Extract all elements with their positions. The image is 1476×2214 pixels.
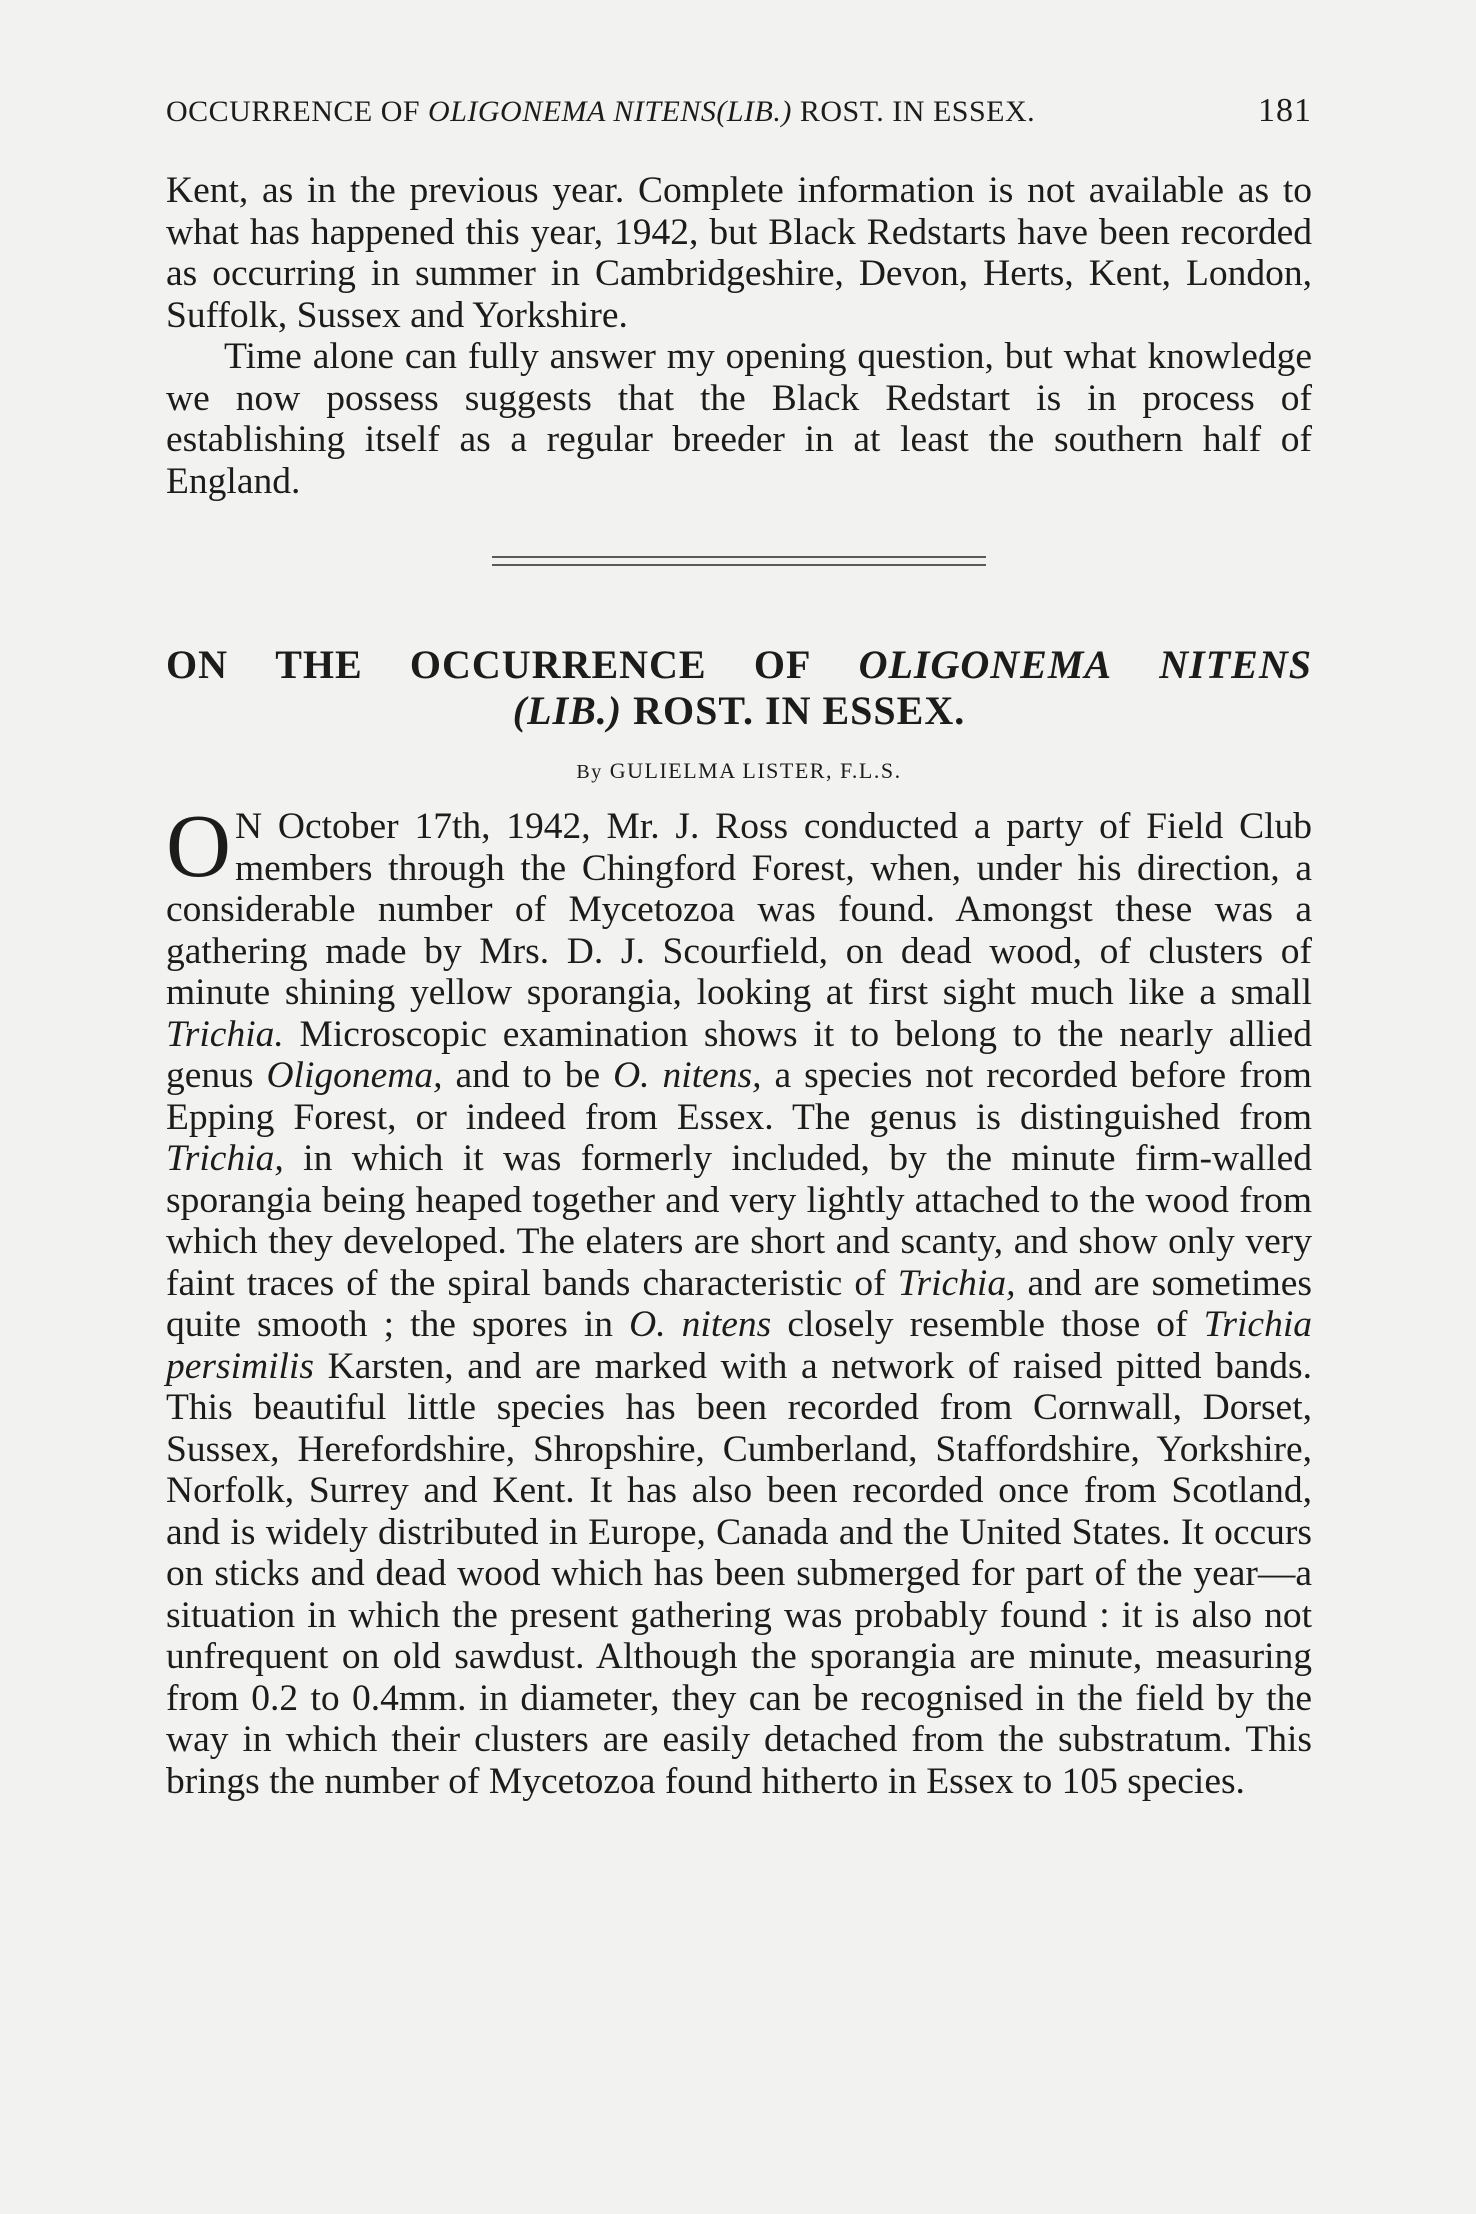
byline-by: By — [576, 761, 603, 783]
article-body-run: Karsten, and are marked with a network of raised pitted bands. This beautiful little species has been recorded from Cornwall, Dorset, Sussex, Herefordshire, Shropshire, Cumberland, Staffordshire, Yorkshire, Norfolk, Surrey and Kent. It has also been recorded once from Scotland, and is widely distributed in Europe, Canada and the United States. It occurs on sticks and dead wood which has been submerged for part of the year—a situation in which the present gathering was probably found : it is also not unfrequent on old sawdust. Although the sporangia are minute, measuring from 0.2 to 0.4mm. in diameter, they can be recognised in the field by the way in which their clusters are easily detached from the substratum. This brings the number of Mycetozoa found hitherto in Essex to 105 species. — [166, 1345, 1312, 1802]
article-body-italic-run: Trichia. — [166, 1013, 284, 1055]
running-head-lib: (LIB.) — [716, 95, 792, 128]
running-head-title — [166, 95, 1035, 129]
article-body-run: closely resemble those of — [771, 1304, 1204, 1345]
running-head-species: OLIGONEMA NITENS — [428, 95, 717, 128]
drop-cap: O — [166, 797, 231, 896]
title-word: THE — [275, 642, 363, 687]
article-title-line-2 — [166, 688, 1312, 734]
title-word: ON — [166, 642, 228, 687]
running-head-prefix: OCCURRENCE OF — [166, 95, 429, 128]
title-lib: (LIB.) — [512, 688, 623, 733]
article-body — [166, 797, 1312, 1802]
article-body-italic-run: O. nitens — [629, 1304, 772, 1345]
previous-article-paragraph-1: Kent, as in the previous year. Complete information is not available as to what has happened this year, 1942, but Black Redstarts have been recorded as occurring in summer in Cambridgeshire, Devon, Herts, Kent, London, Suffolk, Sussex and Yorkshire. — [166, 170, 1312, 336]
title-word: OCCURRENCE — [409, 642, 707, 687]
article-body-italic-run: Oligonema, — [266, 1055, 443, 1096]
byline — [166, 758, 1312, 784]
title-word: OLIGONEMA — [858, 642, 1113, 687]
article-body-run: Microscopic examination shows it to belong to the nearly allied genus — [166, 1013, 1312, 1096]
article-body-run: a species not recorded before from Epping Forest, or indeed from Essex. The genus is distinguished from — [166, 1055, 1312, 1138]
title-word: NITENS — [1159, 642, 1312, 687]
article-body-run: and are sometimes quite smooth ; the spores in — [166, 1262, 1312, 1345]
article-title — [166, 642, 1312, 734]
page-number: 181 — [1258, 92, 1312, 129]
title-word: OF — [753, 642, 812, 687]
previous-article-paragraph-2: Time alone can fully answer my opening question, but what knowledge we now possess suggests that the Black Redstart is in process of establishing itself as a regular breeder in at least the southern half of England. — [166, 336, 1312, 502]
section-divider — [492, 556, 986, 566]
title-rest: ROST. IN ESSEX. — [622, 688, 966, 733]
article-body-italic-run: Trichia persimilis — [166, 1304, 1312, 1387]
article-body-run: N October 17th, 1942, Mr. J. Ross conducted a party of Field Club members through the Chingford Forest, when, under his direction, a considerable number of Mycetozoa was found. Amongst these was a gathering made by Mrs. D. J. Scourfield, on dead wood, of clusters of minute shining yellow sporangia, looking at first sight much like a small — [166, 806, 1312, 1013]
article-body-run: in which it was formerly included, by the minute firm-walled sporangia being heaped together and very lightly attached to the wood from which they developed. The elaters are short and scanty, and show only very faint traces of the spiral bands characteristic of — [166, 1138, 1312, 1304]
running-head — [166, 92, 1312, 130]
article-title-line-1 — [166, 642, 1312, 688]
running-head-suffix: ROST. IN ESSEX. — [791, 95, 1036, 128]
article-body-italic-run: Trichia, — [166, 1138, 284, 1179]
article-body-italic-run: O. nitens, — [613, 1055, 762, 1096]
byline-author: GULIELMA LISTER, F.L.S. — [602, 758, 902, 783]
article-body-italic-run: Trichia, — [897, 1262, 1016, 1304]
article-body-run: and to be — [442, 1055, 614, 1096]
page — [166, 92, 1312, 1802]
